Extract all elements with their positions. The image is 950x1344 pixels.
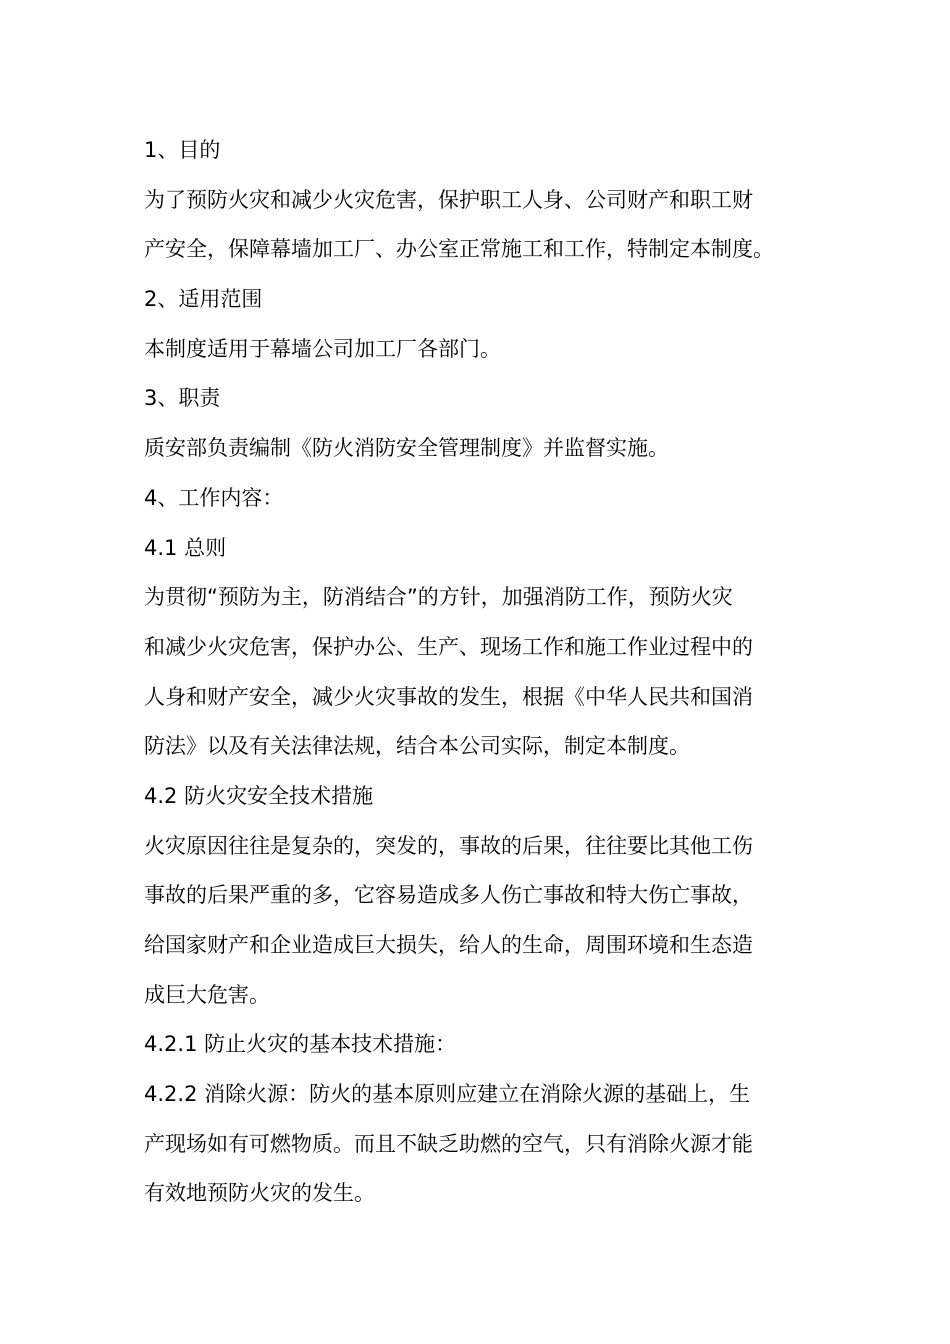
paragraph-line: 为了预防火灾和减少火灾危害，保护职工人身、公司财产和职工财 [144,187,753,212]
paragraph-line: 质安部负责编制《防火消防安全管理制度》并监督实施。 [144,436,669,461]
paragraph-line: 火灾原因往往是复杂的，突发的，事故的后果，往往要比其他工伤 [144,833,753,858]
paragraph-line: 有效地预防火灾的发生。 [144,1181,375,1206]
heading-general: 4.1 总则 [144,535,227,560]
paragraph-line: 本制度适用于幕墙公司加工厂各部门。 [144,336,501,361]
paragraph-line: 给国家财产和企业造成巨大损失，给人的生命，周围环境和生态造 [144,933,753,957]
paragraph-line: 产安全，保障幕墙加工厂、办公室正常施工和工作，特制定本制度。 [144,237,774,262]
paragraph-line: 人身和财产安全，减少火灾事故的发生，根据《中华人民共和国消 [144,684,753,709]
paragraph-line: 和减少火灾危害，保护办公、生产、现场工作和施工作业过程中的 [144,634,753,659]
paragraph-line: 4.2.2 消除火源：防火的基本原则应建立在消除火源的基础上，生 [144,1082,751,1107]
paragraph-line: 成巨大危害。 [144,982,270,1007]
paragraph-line: 事故的后果严重的多，它容易造成多人伤亡事故和特大伤亡事故， [144,883,753,908]
heading-work-content: 4、工作内容： [144,485,284,510]
heading-purpose: 1、目的 [144,138,221,162]
heading-fire-safety-measures: 4.2 防火灾安全技术措施 [144,783,374,808]
heading-basic-measures: 4.2.1 防止火灾的基本技术措施： [144,1032,457,1057]
document-body [144,126,814,1219]
paragraph-line: 防法》以及有关法律法规，结合本公司实际，制定本制度。 [144,734,690,759]
paragraph-line: 为贯彻“预防为主，防消结合”的方针，加强消防工作，预防火灾 [144,585,733,610]
paragraph-line: 产现场如有可燃物质。而且不缺乏助燃的空气，只有消除火源才能 [144,1131,753,1156]
heading-responsibility: 3、职责 [144,386,221,411]
heading-scope: 2、适用范围 [144,287,263,312]
